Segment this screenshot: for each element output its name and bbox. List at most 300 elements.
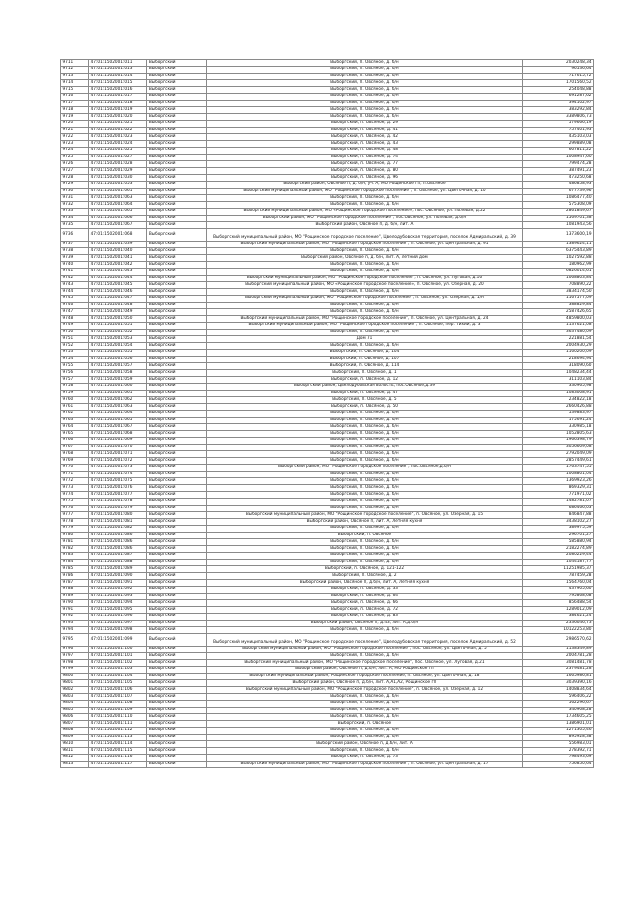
cadastral-number-cell: 47:01:1502001:061 xyxy=(89,188,147,195)
table-row xyxy=(61,559,594,566)
cadastral-number-cell: 47:01:1502001:064 xyxy=(89,202,147,209)
cadastral-value-cell: 1044187,77 xyxy=(523,559,594,566)
address-cell: Выборгский, п. Овсяное, д. б/н xyxy=(206,700,522,707)
district-cell: Выборгский xyxy=(147,147,206,154)
cadastral-value-cell: 96536,64 xyxy=(523,66,594,73)
table-row xyxy=(61,302,594,309)
cadastral-value-cell: 2379481,28 xyxy=(523,666,594,673)
table-row xyxy=(61,700,594,707)
table-row xyxy=(61,383,594,390)
address-cell: Выборгский, п. Овсяное, д. б/н xyxy=(206,748,522,755)
table-row xyxy=(61,620,594,627)
district-cell: Выборгский xyxy=(147,195,206,202)
address-cell: Выборгский, п. Овсяное, д. 47 xyxy=(206,390,522,397)
cadastral-number-cell: 47:01:1502001:014 xyxy=(89,73,147,80)
address-cell: Выборгский, п. Овсяное, д. б/н xyxy=(206,485,522,492)
district-cell: Выборгский xyxy=(147,208,206,215)
cadastral-number-cell: 47:01:1502001:093 xyxy=(89,593,147,600)
table-row xyxy=(61,741,594,748)
table-row xyxy=(61,322,594,329)
address-cell: Выборгский муниципальный район, МО "Рощинское городское поселение", п. Овсяное, ул. Луговая, д.16 xyxy=(206,275,522,282)
table-row xyxy=(61,464,594,471)
table-row xyxy=(61,289,594,296)
cadastral-number-cell: 47:01:1502001:044 xyxy=(89,275,147,282)
address-cell: Выборгский, п. Овсяное, д. б/н xyxy=(206,734,522,741)
cadastral-value-cell: 1086477,40 xyxy=(523,195,594,202)
cadastral-number-cell: 47:01:1502001:058 xyxy=(89,370,147,377)
cadastral-number-cell: 47:01:1502001:116 xyxy=(89,754,147,761)
address-cell: Выборгский, п. Овсяное, д. б/н xyxy=(206,444,522,451)
cadastral-number-cell: 47:01:1502001:030 xyxy=(89,175,147,182)
row-number-cell: 9758 xyxy=(61,383,89,390)
cadastral-value-cell: 869329,31 xyxy=(523,485,594,492)
cadastral-value-cell: 895928,38 xyxy=(523,734,594,741)
row-number-cell: 9792 xyxy=(61,613,89,620)
row-number-cell: 9746 xyxy=(61,302,89,309)
district-cell: Выборгский xyxy=(147,505,206,512)
address-cell: Выборгский район, Овсяное п, д. б/н, лит. А, летний дом xyxy=(206,255,522,262)
row-number-cell: 9808 xyxy=(61,727,89,734)
row-number-cell: 9715 xyxy=(61,87,89,94)
cadastral-number-cell: 47:01:1502001:023 xyxy=(89,134,147,141)
district-cell: Выборгский xyxy=(147,154,206,161)
cadastral-number-cell: 47:01:1502001:040 xyxy=(89,248,147,255)
table-row xyxy=(61,161,594,168)
row-number-cell: 9737 xyxy=(61,241,89,248)
address-cell: Выборгский, п. Овсяное, д. б/н xyxy=(206,66,522,73)
district-cell: Выборгский xyxy=(147,646,206,653)
cadastral-number-cell: 47:01:1502001:067 xyxy=(89,424,147,431)
row-number-cell: 9807 xyxy=(61,721,89,728)
cadastral-value-cell: 2004781,28 xyxy=(523,653,594,660)
cadastral-value-cell: 1665986,81 xyxy=(523,673,594,680)
cadastral-number-cell: 47:01:1502001:108 xyxy=(89,700,147,707)
address-cell: Выборгский, п. Овсяное, д. 5 xyxy=(206,397,522,404)
cadastral-value-cell: 486858,93 xyxy=(523,181,594,188)
cadastral-number-cell: 47:01:1502001:077 xyxy=(89,492,147,499)
table-row xyxy=(61,673,594,680)
address-cell: Выборгский, п. Овсяное, д. 50 xyxy=(206,404,522,411)
table-row xyxy=(61,255,594,262)
cadastral-number-cell: 47:01:1502001:079 xyxy=(89,505,147,512)
cadastral-number-cell: 47:01:1502001:074 xyxy=(89,471,147,478)
cadastral-number-cell: 47:01:1502001:029 xyxy=(89,168,147,175)
cadastral-number-cell: 47:01:1502001:050 xyxy=(89,316,147,323)
address-cell: Выборгский, п. Овсяное, д. б/н xyxy=(206,653,522,660)
row-number-cell: 9760 xyxy=(61,397,89,404)
table-row xyxy=(61,593,594,600)
cadastral-number-cell: 47:01:1502001:086 xyxy=(89,546,147,553)
address-cell: Выборгский, п. Овсяное, д. б/н xyxy=(206,202,522,209)
cadastral-value-cell: 1369923,26 xyxy=(523,478,594,485)
cadastral-number-cell: 47:01:1502001:073 xyxy=(89,464,147,471)
cadastral-value-cell: 3081481,78 xyxy=(523,660,594,667)
address-cell: Выборгский, п. Овсяное, д. 33 xyxy=(206,586,522,593)
district-cell: Выборгский xyxy=(147,660,206,667)
cadastral-number-cell: 47:01:1502001:041 xyxy=(89,255,147,262)
table-row xyxy=(61,181,594,188)
row-number-cell: 9787 xyxy=(61,579,89,586)
row-number-cell: 9726 xyxy=(61,161,89,168)
table-row xyxy=(61,147,594,154)
row-number-cell: 9751 xyxy=(61,336,89,343)
district-cell: Выборгский xyxy=(147,181,206,188)
cadastral-number-cell: 47:01:1502001:057 xyxy=(89,363,147,370)
cadastral-number-cell: 47:01:1502001:022 xyxy=(89,127,147,134)
cadastral-number-cell: 47:01:1502001:042 xyxy=(89,261,147,268)
cadastral-value-cell: 1137621,08 xyxy=(523,322,594,329)
row-number-cell: 9782 xyxy=(61,546,89,553)
table-row xyxy=(61,646,594,653)
row-number-cell: 9713 xyxy=(61,73,89,80)
table-row xyxy=(61,208,594,215)
row-number-cell: 9810 xyxy=(61,741,89,748)
row-number-cell: 9745 xyxy=(61,295,89,302)
cadastral-number-cell: 47:01:1502001:051 xyxy=(89,322,147,329)
district-cell: Выборгский xyxy=(147,120,206,127)
row-number-cell: 9791 xyxy=(61,607,89,614)
row-number-cell: 9736 xyxy=(61,229,89,242)
address-cell: Выборгский, п. Овсяное, д. 1 xyxy=(206,370,522,377)
cadastral-number-cell: 47:01:1502001:095 xyxy=(89,607,147,614)
cadastral-value-cell: 311103,84 xyxy=(523,377,594,384)
cadastral-number-cell: 47:01:1502001:112 xyxy=(89,727,147,734)
district-cell: Выборгский xyxy=(147,714,206,721)
cadastral-value-cell: 330985,18 xyxy=(523,424,594,431)
cadastral-number-cell: 47:01:1502001:110 xyxy=(89,714,147,721)
cadastral-value-cell: 756850,64 xyxy=(523,761,594,768)
address-cell: Выборгский, п. Овсяное, д. б/н xyxy=(206,248,522,255)
row-number-cell: 9734 xyxy=(61,215,89,222)
cadastral-value-cell: 1564760,04 xyxy=(523,579,594,586)
cadastral-value-cell: 1068803,84 xyxy=(523,275,594,282)
cadastral-number-cell: 47:01:1502001:011 xyxy=(89,60,147,67)
district-cell: Выборгский xyxy=(147,573,206,580)
district-cell: Выборгский xyxy=(147,73,206,80)
cadastral-number-cell: 47:01:1502001:086 xyxy=(89,539,147,546)
cadastral-number-cell: 47:01:1502001:088 xyxy=(89,559,147,566)
row-number-cell: 9724 xyxy=(61,147,89,154)
table-row xyxy=(61,154,594,161)
cadastral-number-cell: 47:01:1502001:075 xyxy=(89,478,147,485)
address-cell: Выборгский, п. Овсяное, д. 121-122 xyxy=(206,566,522,573)
cadastral-number-cell: 47:01:1502001:066 xyxy=(89,215,147,222)
row-number-cell: 9730 xyxy=(61,188,89,195)
row-number-cell: 9768 xyxy=(61,451,89,458)
table-row xyxy=(61,627,594,634)
district-cell: Выборгский xyxy=(147,707,206,714)
cadastral-number-cell: 47:01:1502001:106 xyxy=(89,687,147,694)
cadastral-number-cell: 47:01:1502001:081 xyxy=(89,519,147,526)
row-number-cell: 9784 xyxy=(61,559,89,566)
district-cell: Выборгский xyxy=(147,377,206,384)
cadastral-number-cell: 47:01:1502001:061 xyxy=(89,390,147,397)
district-cell: Выборгский xyxy=(147,390,206,397)
row-number-cell: 9712 xyxy=(61,66,89,73)
table-row xyxy=(61,761,594,768)
address-cell: Выборгский, п. Овсяное, д. 66 xyxy=(206,600,522,607)
row-number-cell: 9749 xyxy=(61,322,89,329)
cadastral-value-cell: 799474,28 xyxy=(523,161,594,168)
table-row xyxy=(61,600,594,607)
district-cell: Выборгский xyxy=(147,370,206,377)
cadastral-number-cell: 47:01:1502001:087 xyxy=(89,552,147,559)
row-number-cell: 9773 xyxy=(61,485,89,492)
address-cell: Выборгский муниципальный район, МО «Рощинское городское поселение», п. Овсяное, ул. Озерная, д. 20 xyxy=(206,282,522,289)
row-number-cell: 9798 xyxy=(61,660,89,667)
district-cell: Выборгский xyxy=(147,653,206,660)
address-cell: Выборгский, п. Овсяное, д. б/н xyxy=(206,100,522,107)
table-row xyxy=(61,80,594,87)
district-cell: Выборгский xyxy=(147,694,206,701)
cadastral-value-cell: 3438102,27 xyxy=(523,519,594,526)
cadastral-value-cell: 677739,96 xyxy=(523,188,594,195)
table-row xyxy=(61,417,594,424)
row-number-cell: 9727 xyxy=(61,168,89,175)
cadastral-number-cell: 47:01:1502001:101 xyxy=(89,653,147,660)
cadastral-value-cell: 846847,88 xyxy=(523,512,594,519)
district-cell: Выборгский xyxy=(147,532,206,539)
table-row xyxy=(61,107,594,114)
row-number-cell: 9812 xyxy=(61,754,89,761)
district-cell: Выборгский xyxy=(147,410,206,417)
row-number-cell: 9769 xyxy=(61,458,89,465)
table-row xyxy=(61,309,594,316)
row-number-cell: 9774 xyxy=(61,492,89,499)
table-row xyxy=(61,694,594,701)
row-number-cell: 9762 xyxy=(61,410,89,417)
row-number-cell: 9753 xyxy=(61,349,89,356)
table-row xyxy=(61,329,594,336)
row-number-cell: 9813 xyxy=(61,761,89,768)
table-row xyxy=(61,316,594,323)
table-row xyxy=(61,613,594,620)
row-number-cell: 9750 xyxy=(61,329,89,336)
address-cell: Выборгский, п. Овсяное, д. 96 xyxy=(206,175,522,182)
district-cell: Выборгский xyxy=(147,546,206,553)
row-number-cell: 9800 xyxy=(61,673,89,680)
table-row xyxy=(61,748,594,755)
cadastral-number-cell: 47:01:1502001:019 xyxy=(89,107,147,114)
table-row xyxy=(61,566,594,573)
table-row xyxy=(61,525,594,532)
address-cell: Выборгский, п. Овсяное, д. б/н xyxy=(206,343,522,350)
table-row xyxy=(61,188,594,195)
address-cell: Выборгский район, МО "Рощинское городское поселение", пос.Овсяное, ул. Полевая, д.б/н xyxy=(206,215,522,222)
table-row xyxy=(61,295,594,302)
cadastral-number-cell: 47:01:1502001:099 xyxy=(89,634,147,647)
cadastral-number-cell: 47:01:1502001:047 xyxy=(89,295,147,302)
cadastral-value-cell: 795868,68 xyxy=(523,593,594,600)
address-cell: Выборгский, п. Овсяное, д. б/н xyxy=(206,471,522,478)
address-cell: Выборгский, п. Овсяное, д. 41 xyxy=(206,127,522,134)
address-cell: Выборгский, п. Овсяное, д. б/н xyxy=(206,93,522,100)
district-cell: Выборгский xyxy=(147,492,206,499)
district-cell: Выборгский xyxy=(147,437,206,444)
address-cell: Выборгский муниципальный район, МО «Рощинское городское поселение», пос. Овсяное, ул. Полевая, д.22 xyxy=(206,208,522,215)
cadastral-value-cell: 1167577,09 xyxy=(523,295,594,302)
district-cell: Выборгский xyxy=(147,268,206,275)
table-row xyxy=(61,754,594,761)
row-number-cell: 9739 xyxy=(61,255,89,262)
table-row xyxy=(61,424,594,431)
cadastral-number-cell: 47:01:1502001:043 xyxy=(89,268,147,275)
table-row xyxy=(61,343,594,350)
cadastral-value-cell: 1373600,19 xyxy=(523,229,594,242)
row-number-cell: 9741 xyxy=(61,268,89,275)
address-cell: Выборгский, п. Овсяное, д. 12 xyxy=(206,377,522,384)
table-row xyxy=(61,634,594,647)
address-cell: Выборгский, п. Овсяное, д. 107 xyxy=(206,356,522,363)
cadastral-value-cell: 575308,09 xyxy=(523,202,594,209)
cadastral-value-cell: 318090,60 xyxy=(523,363,594,370)
row-number-cell: 9796 xyxy=(61,646,89,653)
row-number-cell: 9754 xyxy=(61,356,89,363)
address-cell: Выборгский муниципальный район, МО "Рощинское городское поселение", п. Овсяное, ул. Центральная, д. 17 xyxy=(206,761,522,768)
district-cell: Выборгский xyxy=(147,593,206,600)
table-row xyxy=(61,202,594,209)
address-cell: Выборгский муниципальный район, МО "Рощинское городское поселение", Цвелодубовская территория, поселок Адмиральский, д. 52 xyxy=(206,634,522,647)
cadastral-value-cell: 1482781,07 xyxy=(523,498,594,505)
address-cell: Выборгский муниципальный район, МО "Рощинское городское поселение", п. Овсяное, пер. Тихий, д. 3 xyxy=(206,322,522,329)
cadastral-value-cell: 1160200,09 xyxy=(523,349,594,356)
address-cell: Выборгский, п. Овсяное, д. б/н xyxy=(206,694,522,701)
cadastral-value-cell: 388829,84 xyxy=(523,302,594,309)
address-cell: Выборгский, п. Овсяное, д. б/н xyxy=(206,492,522,499)
address-cell: Выборгский, п. Овсяное, д. б/н xyxy=(206,546,522,553)
cadastral-number-cell: 47:01:1502001:080 xyxy=(89,512,147,519)
cadastral-number-cell: 47:01:1502001:046 xyxy=(89,289,147,296)
district-cell: Выборгский xyxy=(147,349,206,356)
cadastral-value-cell: 221881,54 xyxy=(523,336,594,343)
district-cell: Выборгский xyxy=(147,261,206,268)
row-number-cell: 9759 xyxy=(61,390,89,397)
district-cell: Выборгский xyxy=(147,519,206,526)
table-row xyxy=(61,222,594,229)
cadastral-number-cell: 47:01:1502001:025 xyxy=(89,147,147,154)
address-cell: Выборгский, п. Овсяное, д. 83 xyxy=(206,613,522,620)
row-number-cell: 9801 xyxy=(61,680,89,687)
table-row xyxy=(61,114,594,121)
address-cell: Выборгский, п. Овсяное, д. б/н xyxy=(206,107,522,114)
district-cell: Выборгский xyxy=(147,241,206,248)
table-row xyxy=(61,532,594,539)
address-cell: Выборгский, п. Овсяное, д. б/н xyxy=(206,498,522,505)
district-cell: Выборгский xyxy=(147,627,206,634)
address-cell: Выборгский, п. Овсяное, д. б/н xyxy=(206,410,522,417)
address-cell: Выборгский, п. Овсяное, д. б/н xyxy=(206,539,522,546)
cadastral-value-cell: 383292,84 xyxy=(523,107,594,114)
address-cell: Выборгский, п. Овсяное, д. 48 xyxy=(206,147,522,154)
table-row xyxy=(61,120,594,127)
cadastral-number-cell: 47:01:1502001:103 xyxy=(89,666,147,673)
address-cell: Выборгский, п. Овсяное, д. б/н xyxy=(206,559,522,566)
district-cell: Выборгский xyxy=(147,754,206,761)
district-cell: Выборгский xyxy=(147,202,206,209)
table-row xyxy=(61,586,594,593)
table-row xyxy=(61,653,594,660)
cadastral-value-cell: 3389806,73 xyxy=(523,114,594,121)
row-number-cell: 9717 xyxy=(61,100,89,107)
cadastral-number-cell: 47:01:1502001:082 xyxy=(89,525,147,532)
table-row xyxy=(61,390,594,397)
district-cell: Выборгский xyxy=(147,229,206,242)
cadastral-value-cell: 389975,59 xyxy=(523,525,594,532)
row-number-cell: 9747 xyxy=(61,309,89,316)
address-cell: Выборгский район, Овсяное п, д. б/н, уч. А, МО Рощинское гп, п.Овсяное xyxy=(206,181,522,188)
table-row xyxy=(61,66,594,73)
district-cell: Выборгский xyxy=(147,114,206,121)
row-number-cell: 9795 xyxy=(61,634,89,647)
cadastral-value-cell: 254048,88 xyxy=(523,87,594,94)
district-cell: Выборгский xyxy=(147,363,206,370)
table-row xyxy=(61,100,594,107)
cadastral-number-cell: 47:01:1502001:055 xyxy=(89,349,147,356)
table-row xyxy=(61,248,594,255)
table-row xyxy=(61,734,594,741)
district-cell: Выборгский xyxy=(147,579,206,586)
cadastral-value-cell: 340908,28 xyxy=(523,707,594,714)
cadastral-value-cell: 278392,71 xyxy=(523,748,594,755)
cadastral-value-cell: 717615,72 xyxy=(523,73,594,80)
district-cell: Выборгский xyxy=(147,356,206,363)
table-row xyxy=(61,471,594,478)
row-number-cell: 9785 xyxy=(61,566,89,573)
address-cell: Выборгский район, Овсяное п, д.б/н, лит. А xyxy=(206,741,522,748)
cadastral-number-cell: 47:01:1502001:071 xyxy=(89,451,147,458)
address-cell: Выборгский, п. Овсяное, д. 72 xyxy=(206,607,522,614)
cadastral-value-cell: 296701,27 xyxy=(523,532,594,539)
cadastral-number-cell: 47:01:1502001:068 xyxy=(89,431,147,438)
district-cell: Выборгский xyxy=(147,141,206,148)
district-cell: Выборгский xyxy=(147,255,206,262)
district-cell: Выборгский xyxy=(147,734,206,741)
cadastral-value-cell: 387491,23 xyxy=(523,168,594,175)
cadastral-value-cell: 330965,98 xyxy=(523,383,594,390)
row-number-cell: 9772 xyxy=(61,478,89,485)
row-number-cell: 9776 xyxy=(61,505,89,512)
cadastral-number-cell: 47:01:1502001:060 xyxy=(89,383,147,390)
address-cell: Выборгский муниципальный район, МО "Рощинское городское поселение", п. Овсяное, ул. Центральная, д. 24 xyxy=(206,316,522,323)
address-cell: Выборгский муниципальный район, МО "Рощинское городское поселение", Цвелодубовская территория, поселок Адмиральский, д. 39 xyxy=(206,229,522,242)
cadastral-value-cell: 771971,02 xyxy=(523,492,594,499)
cadastral-value-cell: 2660426,88 xyxy=(523,404,594,411)
district-cell: Выборгский xyxy=(147,666,206,673)
district-cell: Выборгский xyxy=(147,404,206,411)
row-number-cell: 9779 xyxy=(61,525,89,532)
cadastral-number-cell: 47:01:1502001:015 xyxy=(89,80,147,87)
district-cell: Выборгский xyxy=(147,343,206,350)
cadastral-value-cell: 2336046,73 xyxy=(523,620,594,627)
row-number-cell: 9778 xyxy=(61,519,89,526)
table-row xyxy=(61,363,594,370)
table-row xyxy=(61,141,594,148)
cadastral-value-cell: 856488,54 xyxy=(523,600,594,607)
cadastral-number-cell: 47:01:1502001:069 xyxy=(89,437,147,444)
district-cell: Выборгский xyxy=(147,161,206,168)
row-number-cell: 9797 xyxy=(61,653,89,660)
row-number-cell: 9763 xyxy=(61,417,89,424)
cadastral-number-cell: 47:01:1502001:068 xyxy=(89,229,147,242)
cadastral-number-cell: 47:01:1502001:111 xyxy=(89,721,147,728)
district-cell: Выборгский xyxy=(147,397,206,404)
table-row xyxy=(61,552,594,559)
address-cell: Выборгский, п. Овсяное, д. б/н xyxy=(206,458,522,465)
address-cell: Выборгский, п. Овсяное, д. б/н xyxy=(206,627,522,634)
cadastral-value-cell: 2587426,65 xyxy=(523,309,594,316)
address-cell: Выборгский, п. Овсяное, д. б/н xyxy=(206,707,522,714)
cadastral-number-cell: 47:01:1502001:054 xyxy=(89,343,147,350)
